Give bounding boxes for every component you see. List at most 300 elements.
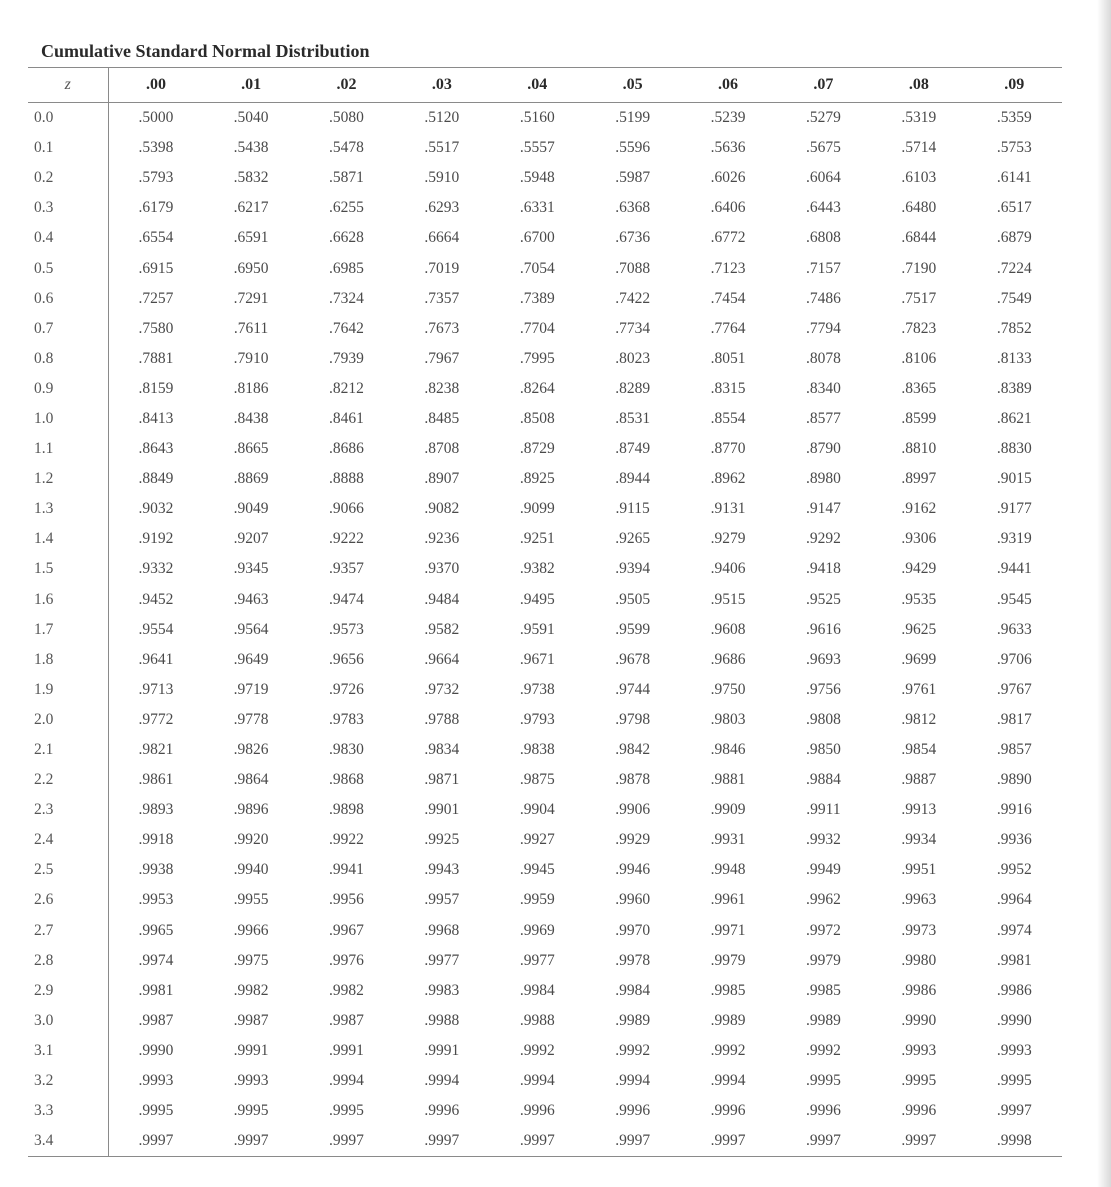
probability-cell: .9535 [901,590,937,608]
probability-cell: .9706 [996,650,1032,668]
probability-cell: .7054 [519,259,555,277]
probability-cell: .9625 [901,620,937,638]
probability-cell: .9990 [901,1011,937,1029]
probability-cell: .8485 [424,409,460,427]
probability-cell: .9998 [967,1126,1062,1157]
table-row [28,464,1062,494]
column-header: .07 [776,68,871,103]
probability-cell: .9857 [996,741,1032,759]
probability-cell: .9994 [424,1072,460,1090]
probability-cell: .9913 [901,801,937,819]
probability-cell: .9357 [329,560,364,578]
probability-cell: .9761 [901,680,937,698]
probability-cell: .9983 [424,981,460,999]
probability-cell: .9082 [424,500,460,518]
probability-cell: .9236 [424,530,460,548]
z-value-cell: 1.0 [28,404,108,434]
probability-cell: .9896 [233,801,269,819]
table-header-row [28,68,1062,103]
z-value-cell: 3.2 [28,1066,108,1096]
probability-cell: .9994 [615,1072,651,1090]
probability-cell: .8159 [138,379,174,397]
probability-cell: .7611 [233,319,269,337]
probability-cell: .8810 [901,440,937,458]
probability-cell: .9664 [424,650,460,668]
probability-cell: .9881 [710,771,746,789]
probability-cell: .9994 [519,1072,555,1090]
probability-cell: .7088 [615,259,651,277]
z-value-cell: 2.9 [28,976,108,1006]
probability-cell: .6026 [710,169,746,187]
probability-cell: .9207 [233,530,269,548]
probability-cell: .5948 [519,169,555,187]
probability-cell: .9778 [233,710,269,728]
probability-cell: .9934 [901,831,937,849]
probability-cell: .5279 [805,109,841,127]
probability-cell: .5199 [615,109,651,127]
probability-cell: .9997 [680,1126,775,1157]
table-row [28,916,1062,946]
probability-cell: .9968 [424,921,460,939]
probability-cell: .9993 [996,1041,1032,1059]
probability-cell: .9977 [519,951,555,969]
probability-cell: .9989 [805,1011,841,1029]
probability-cell: .9943 [424,861,460,879]
probability-cell: .6368 [615,199,651,217]
probability-cell: .8729 [519,440,555,458]
probability-cell: .8962 [710,470,746,488]
probability-cell: .9887 [901,771,937,789]
probability-cell: .7673 [424,319,460,337]
probability-cell: .9995 [805,1072,841,1090]
probability-cell: .9997 [108,1126,203,1157]
probability-cell: .9986 [901,981,937,999]
z-value-cell: 3.1 [28,1036,108,1066]
z-value-cell: 0.4 [28,223,108,253]
probability-cell: .8078 [805,349,841,367]
probability-cell: .9162 [901,500,937,518]
probability-cell: .7823 [901,319,937,337]
probability-cell: .9991 [233,1041,269,1059]
probability-cell: .5398 [138,139,174,157]
probability-cell: .9750 [710,680,746,698]
probability-cell: .8749 [615,440,651,458]
probability-cell: .9573 [329,620,364,638]
probability-cell: .9864 [233,771,269,789]
normal-distribution-table [28,67,1062,1157]
probability-cell: .6700 [519,229,555,247]
probability-cell: .5080 [329,109,364,127]
probability-cell: .9931 [710,831,746,849]
probability-cell: .9995 [138,1102,174,1120]
probability-cell: .8621 [996,409,1032,427]
z-value-cell: 2.1 [28,735,108,765]
table-row [28,253,1062,283]
probability-cell: .7580 [138,319,174,337]
probability-cell: .9177 [996,500,1032,518]
probability-cell: .9916 [996,801,1032,819]
probability-cell: .8531 [615,409,651,427]
probability-cell: .9988 [424,1011,460,1029]
probability-cell: .7389 [519,289,555,307]
column-header: .04 [490,68,585,103]
z-value-cell: 0.7 [28,314,108,344]
probability-cell: .7794 [805,319,841,337]
probability-cell: .9846 [710,741,746,759]
z-value-cell: 0.1 [28,133,108,163]
probability-cell: .6915 [138,259,174,277]
probability-cell: .9984 [519,981,555,999]
probability-cell: .9951 [901,861,937,879]
table-row [28,223,1062,253]
probability-cell: .9345 [233,560,269,578]
probability-cell: .8708 [424,440,460,458]
probability-cell: .9997 [585,1126,680,1157]
probability-cell: .6443 [805,199,841,217]
table-row [28,675,1062,705]
probability-cell: .7642 [329,319,364,337]
probability-cell: .9656 [329,650,364,668]
probability-cell: .9940 [233,861,269,879]
probability-cell: .9738 [519,680,555,698]
probability-cell: .8790 [805,440,841,458]
probability-cell: .9985 [710,981,746,999]
z-value-cell: 1.7 [28,615,108,645]
probability-cell: .9032 [138,500,174,518]
z-value-cell: 2.2 [28,765,108,795]
probability-cell: .6879 [996,229,1032,247]
probability-cell: .9987 [233,1011,269,1029]
probability-cell: .9830 [329,741,364,759]
probability-cell: .9936 [996,831,1032,849]
column-header: .02 [299,68,394,103]
probability-cell: .7157 [805,259,841,277]
probability-cell: .7704 [519,319,555,337]
table-row [28,163,1062,193]
probability-cell: .9948 [710,861,746,879]
probability-cell: .8289 [615,379,651,397]
probability-cell: .9713 [138,680,174,698]
probability-cell: .9965 [138,921,174,939]
probability-cell: .9868 [329,771,364,789]
probability-cell: .9972 [805,921,841,939]
table-row [28,494,1062,524]
probability-cell: .7881 [138,349,174,367]
probability-cell: .9966 [233,921,269,939]
probability-cell: .9956 [329,891,364,909]
probability-cell: .9756 [805,680,841,698]
probability-cell: .9996 [519,1102,555,1120]
probability-cell: .6628 [329,229,364,247]
z-value-cell: 3.0 [28,1006,108,1036]
probability-cell: .8133 [996,349,1032,367]
probability-cell: .9973 [901,921,937,939]
probability-cell: .9989 [710,1011,746,1029]
probability-cell: .9826 [233,741,269,759]
probability-cell: .9441 [996,560,1032,578]
probability-cell: .9265 [615,530,651,548]
z-value-cell: 2.8 [28,946,108,976]
probability-cell: .9970 [615,921,651,939]
column-header: .03 [394,68,489,103]
probability-cell: .5753 [996,139,1032,157]
probability-cell: .9997 [490,1126,585,1157]
probability-cell: .6985 [329,259,364,277]
probability-cell: .9925 [424,831,460,849]
probability-cell: .6950 [233,259,269,277]
z-value-cell: 1.2 [28,464,108,494]
probability-cell: .7257 [138,289,174,307]
probability-cell: .8925 [519,470,555,488]
probability-cell: .5517 [424,139,460,157]
z-value-cell: 0.2 [28,163,108,193]
probability-cell: .9949 [805,861,841,879]
probability-cell: .7324 [329,289,364,307]
table-row [28,344,1062,374]
probability-cell: .5120 [424,109,460,127]
probability-cell: .9990 [138,1041,174,1059]
probability-cell: .9997 [871,1126,966,1157]
probability-cell: .7549 [996,289,1032,307]
probability-cell: .9963 [901,891,937,909]
probability-cell: .5871 [329,169,364,187]
probability-cell: .9803 [710,710,746,728]
probability-cell: .9918 [138,831,174,849]
probability-cell: .9767 [996,680,1032,698]
probability-cell: .9985 [805,981,841,999]
z-value-cell: 0.6 [28,284,108,314]
probability-cell: .8186 [233,379,269,397]
probability-cell: .9898 [329,801,364,819]
probability-cell: .5040 [233,109,269,127]
probability-cell: .9993 [901,1041,937,1059]
probability-cell: .9992 [519,1041,555,1059]
probability-cell: .5557 [519,139,555,157]
probability-cell: .6064 [805,169,841,187]
probability-cell: .9969 [519,921,555,939]
table-row [28,645,1062,675]
probability-cell: .8907 [424,470,460,488]
probability-cell: .9986 [996,981,1032,999]
probability-cell: .8413 [138,409,174,427]
probability-cell: .9515 [710,590,746,608]
z-value-cell: 2.0 [28,705,108,735]
probability-cell: .6844 [901,229,937,247]
probability-cell: .5478 [329,139,364,157]
probability-cell: .6217 [233,199,269,217]
probability-cell: .9808 [805,710,841,728]
probability-cell: .9982 [329,981,364,999]
probability-cell: .9131 [710,500,746,518]
probability-cell: .6103 [901,169,937,187]
page-title: Cumulative Standard Normal Distribution [41,41,370,61]
probability-cell: .9994 [329,1072,364,1090]
probability-cell: .9834 [424,741,460,759]
table-row [28,1126,1062,1157]
table-row [28,133,1062,163]
probability-cell: .9599 [615,620,651,638]
probability-cell: .9474 [329,590,364,608]
z-value-cell: 1.3 [28,494,108,524]
probability-cell: .6772 [710,229,746,247]
probability-cell: .6554 [138,229,174,247]
probability-cell: .9996 [901,1102,937,1120]
probability-cell: .9671 [519,650,555,668]
table-row [28,1096,1062,1126]
probability-cell: .9699 [901,650,937,668]
probability-cell: .9996 [805,1102,841,1120]
table-row [28,103,1062,134]
probability-cell: .9875 [519,771,555,789]
probability-cell: .9971 [710,921,746,939]
table-row [28,284,1062,314]
column-header: .05 [585,68,680,103]
probability-cell: .8438 [233,409,269,427]
table-row [28,615,1062,645]
probability-cell: .9995 [901,1072,937,1090]
probability-cell: .9995 [996,1072,1032,1090]
probability-cell: .8106 [901,349,937,367]
z-value-cell: 0.8 [28,344,108,374]
probability-cell: .9641 [138,650,174,668]
probability-cell: .9678 [615,650,651,668]
column-header: .06 [680,68,775,103]
probability-cell: .9525 [805,590,841,608]
probability-cell: .8023 [615,349,651,367]
probability-cell: .8554 [710,409,746,427]
probability-cell: .9545 [996,590,1032,608]
probability-cell: .9495 [519,590,555,608]
probability-cell: .5000 [138,109,174,127]
probability-cell: .9953 [138,891,174,909]
probability-cell: .6141 [996,169,1032,187]
probability-cell: .9099 [519,500,555,518]
probability-cell: .8340 [805,379,841,397]
probability-cell: .9978 [615,951,651,969]
probability-cell: .9452 [138,590,174,608]
probability-cell: .7422 [615,289,651,307]
probability-cell: .9929 [615,831,651,849]
probability-cell: .9941 [329,861,364,879]
table-row [28,404,1062,434]
probability-cell: .9995 [329,1102,364,1120]
probability-cell: .9793 [519,710,555,728]
column-header: .01 [203,68,298,103]
probability-cell: .9990 [996,1011,1032,1029]
probability-cell: .9608 [710,620,746,638]
probability-cell: .8389 [996,379,1032,397]
probability-cell: .9997 [299,1126,394,1157]
table-row [28,585,1062,615]
probability-cell: .9418 [805,560,841,578]
probability-cell: .9591 [519,620,555,638]
probability-cell: .9989 [615,1011,651,1029]
probability-cell: .9996 [424,1102,460,1120]
probability-cell: .9812 [901,710,937,728]
probability-cell: .9726 [329,680,364,698]
probability-cell: .8238 [424,379,460,397]
probability-cell: .9633 [996,620,1032,638]
z-value-cell: 1.8 [28,645,108,675]
probability-cell: .9649 [233,650,269,668]
probability-cell: .9306 [901,530,937,548]
table-row [28,855,1062,885]
probability-cell: .7967 [424,349,460,367]
probability-cell: .9319 [996,530,1032,548]
probability-cell: .9115 [615,500,650,518]
table-row [28,434,1062,464]
probability-cell: .9370 [424,560,460,578]
probability-cell: .9783 [329,710,364,728]
probability-cell: .6179 [138,199,174,217]
table-row [28,1006,1062,1036]
z-value-cell: 3.4 [28,1126,108,1157]
probability-cell: .5359 [996,109,1032,127]
z-value-cell: 2.6 [28,885,108,915]
probability-cell: .9960 [615,891,651,909]
table-row [28,1066,1062,1096]
probability-cell: .5596 [615,139,651,157]
probability-cell: .9505 [615,590,651,608]
probability-cell: .9932 [805,831,841,849]
probability-cell: .5675 [805,139,841,157]
probability-cell: .9946 [615,861,651,879]
probability-cell: .7190 [901,259,937,277]
z-value-cell: 0.0 [28,103,108,134]
probability-cell: .9997 [776,1126,871,1157]
probability-cell: .7517 [901,289,937,307]
probability-cell: .9988 [519,1011,555,1029]
probability-cell: .9938 [138,861,174,879]
probability-cell: .9484 [424,590,460,608]
probability-cell: .9066 [329,500,364,518]
probability-cell: .8849 [138,470,174,488]
probability-cell: .9890 [996,771,1032,789]
probability-cell: .9884 [805,771,841,789]
probability-cell: .9719 [233,680,269,698]
probability-cell: .8264 [519,379,555,397]
probability-cell: .5987 [615,169,651,187]
table-row [28,976,1062,1006]
probability-cell: .5793 [138,169,174,187]
table-row [28,946,1062,976]
probability-cell: .6293 [424,199,460,217]
probability-cell: .9977 [424,951,460,969]
probability-cell: .9992 [805,1041,841,1059]
probability-cell: .7995 [519,349,555,367]
probability-cell: .8665 [233,440,269,458]
probability-cell: .9798 [615,710,651,728]
table-row [28,885,1062,915]
probability-cell: .9967 [329,921,364,939]
probability-cell: .9904 [519,801,555,819]
probability-cell: .5714 [901,139,937,157]
table-row [28,765,1062,795]
probability-cell: .9279 [710,530,746,548]
probability-cell: .9564 [233,620,269,638]
probability-cell: .9147 [805,500,841,518]
table-row [28,705,1062,735]
probability-cell: .9861 [138,771,174,789]
probability-cell: .9878 [615,771,651,789]
probability-cell: .7910 [233,349,269,367]
probability-cell: .9893 [138,801,174,819]
probability-cell: .7291 [233,289,269,307]
probability-cell: .8770 [710,440,746,458]
z-value-cell: 1.4 [28,524,108,554]
probability-cell: .9995 [233,1102,269,1120]
probability-cell: .5438 [233,139,269,157]
